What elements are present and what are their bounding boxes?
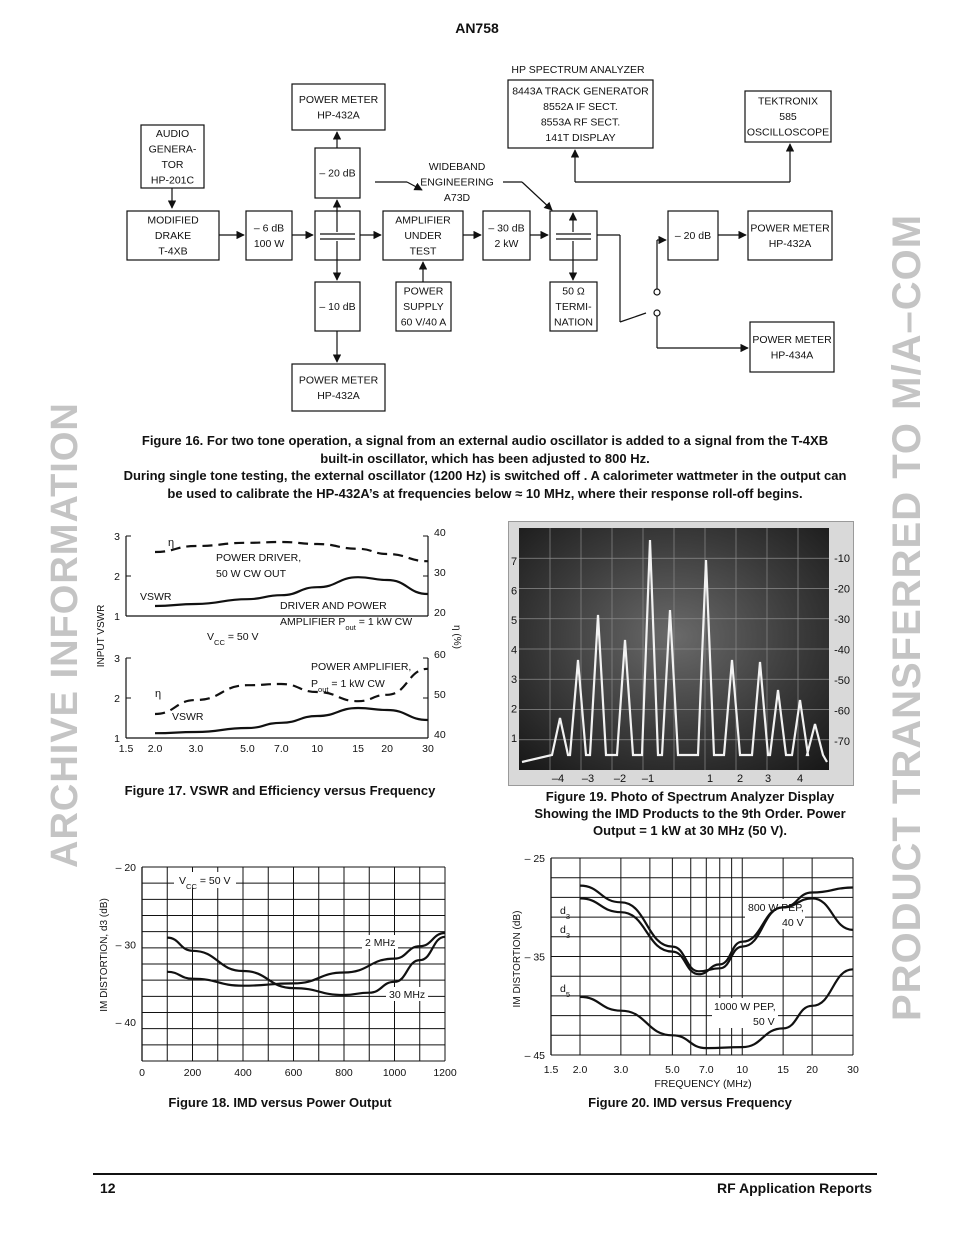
- x-tick-label: 0: [139, 1067, 145, 1079]
- box-label-pm_bottom: POWER METER: [298, 374, 379, 387]
- x-tick-label: 30: [422, 743, 434, 755]
- screen-bottom-scale: 1: [706, 773, 714, 785]
- x-tick-label: 20: [806, 1064, 818, 1076]
- x-tick-label: 1.5: [543, 1064, 559, 1076]
- y-axis-title-left: INPUT VSWR: [96, 604, 107, 668]
- series-label-30mhz: 30 MHz: [389, 989, 426, 1001]
- box-label-tek: 585: [779, 111, 797, 123]
- screen-bottom-scale: –2: [613, 773, 627, 785]
- box-label-term: TERMI-: [555, 301, 592, 313]
- power-amp-label: POWER AMPLIFIER,: [311, 661, 412, 673]
- series-label-d5: $d_5$: [560, 983, 571, 999]
- box-label-drake: MODIFIED: [147, 214, 199, 227]
- figure-17-caption: Figure 17. VSWR and Efficiency versus Frequency: [124, 783, 436, 798]
- x-tick-label: 1000: [382, 1067, 407, 1079]
- figure-16-caption-line1: Figure 16. For two tone operation, a signal from an external audio oscillator is added to a signal from the T-4XB: [141, 433, 829, 448]
- box-label-tek: TEKTRONIX: [757, 95, 819, 108]
- x-tick-label: 2.0: [572, 1064, 588, 1076]
- figure-20-caption: Figure 20. IMD versus Frequency: [588, 1095, 792, 1110]
- block-diagram: [0, 55, 954, 420]
- figure-16-caption-line4: be used to calibrate the HP-432A’s at frequencies below ≈ 10 MHz, where their response roll-off begins.: [167, 485, 803, 501]
- figure-16-caption-line2: built-in oscillator, which has been adjusted to 800 Hz.: [320, 450, 650, 466]
- box-label-pm_top: HP-432A: [317, 109, 360, 122]
- watermark-left: [44, 352, 86, 872]
- annotation-1000w: 1000 W PEP,: [714, 1001, 776, 1013]
- annotation-40v: 40 V: [782, 917, 804, 929]
- x-tick-label: 1.5: [118, 743, 134, 755]
- box-label-hp_sa: 141T DISPLAY: [545, 131, 616, 144]
- y-tick-label: – 35: [524, 951, 545, 964]
- box-label-att20_top: – 20 dB: [319, 167, 356, 180]
- figure-19-caption: [505, 788, 875, 839]
- figure-18-chart: [90, 850, 460, 1085]
- document-id: AN758: [455, 20, 499, 36]
- figure-19-photo: [508, 521, 854, 786]
- series-line-eta: [155, 669, 428, 714]
- figure-19-caption-line1: Figure 19. Photo of Spectrum Analyzer Display: [545, 789, 835, 804]
- box-label-att30: 2 kW: [494, 237, 519, 250]
- box-label-amp: TEST: [409, 245, 437, 258]
- box-label-psu: 60 V/40 A: [400, 316, 447, 329]
- figure-19-caption-line2: Showing the IMD Products to the 9th Order. Power: [534, 806, 846, 821]
- x-tick-label: 600: [284, 1067, 303, 1079]
- wideband-label: ENGINEERING: [420, 176, 494, 189]
- box-label-tek: OSCILLOSCOPE: [746, 126, 830, 139]
- figure-16-caption: [90, 432, 880, 502]
- box-label-psu: SUPPLY: [403, 301, 444, 313]
- figure-17-chart: [90, 520, 460, 760]
- box-label-audio_gen: AUDIO: [155, 127, 190, 140]
- y-tick-label-right: 40: [434, 527, 446, 539]
- x-tick-label: 200: [183, 1067, 202, 1079]
- vswr-label-top: VSWR: [140, 591, 172, 603]
- box-label-att20_right: – 20 dB: [674, 230, 712, 242]
- x-tick-label: 15: [777, 1064, 789, 1076]
- x-tick-label: 400: [234, 1067, 252, 1079]
- box-label-audio_gen: HP-201C: [150, 174, 195, 187]
- box-label-hp_sa: 8552A IF SECT.: [543, 100, 618, 113]
- power-driver-label: POWER DRIVER,: [216, 552, 302, 564]
- x-tick-label: 1200: [433, 1067, 457, 1079]
- box-label-pm_top: POWER METER: [298, 93, 379, 106]
- x-axis-title: FREQUENCY (MHz): [654, 1078, 752, 1090]
- y-tick-label: – 40: [115, 1017, 136, 1030]
- box-label-amp: AMPLIFIER: [395, 214, 451, 227]
- hp-spectrum-analyzer-label: HP SPECTRUM ANALYZER: [511, 64, 645, 76]
- figure-16-caption-line3: During single tone testing, the external oscillator (1200 Hz) is switched off . A calorimeter wattmeter in the output can: [123, 468, 847, 483]
- screen-left-scale: 2: [510, 703, 518, 716]
- y-tick-label-right: 50: [434, 689, 446, 701]
- y-tick-label-right: 20: [434, 607, 446, 619]
- screen-left-scale: 6: [510, 585, 518, 598]
- eta-label-bottom: η: [155, 688, 162, 700]
- screen-bottom-scale: –3: [581, 773, 595, 785]
- x-tick-label: 10: [736, 1064, 749, 1076]
- box-label-amp: UNDER: [404, 230, 442, 242]
- driver-amp-label: AMPLIFIER $P_{out} = 1$ kW CW: [280, 616, 413, 632]
- vswr-label-bottom: VSWR: [172, 711, 204, 723]
- y-tick-label-left: 3: [114, 531, 120, 543]
- x-tick-label: 5.0: [240, 743, 255, 755]
- x-tick-label: 20: [381, 743, 393, 755]
- box-label-att6: – 6 dB: [253, 222, 285, 235]
- screen-bottom-scale: 2: [736, 773, 744, 785]
- y-tick-label-left: 2: [114, 693, 120, 705]
- series-label-d3: $d_3$: [560, 924, 571, 940]
- screen-right-scale: -30: [834, 614, 850, 626]
- y-tick-label-left: 1: [114, 611, 120, 623]
- box-label-psu: POWER: [403, 285, 444, 298]
- series-line: [167, 937, 445, 995]
- box-label-audio_gen: GENERA-: [148, 143, 197, 156]
- annotation-800w: 800 W PEP,: [748, 902, 804, 914]
- screen-left-scale: 1: [510, 733, 518, 745]
- screen-left-scale: 3: [510, 674, 518, 686]
- box-label-att10: – 10 dB: [319, 301, 356, 313]
- box-label-audio_gen: TOR: [161, 158, 184, 171]
- y-tick-label-right: 40: [434, 729, 446, 741]
- footer-section: RF Application Reports: [716, 1180, 872, 1196]
- figure-18-caption: Figure 18. IMD versus Power Output: [168, 1095, 392, 1110]
- box-label-pm_right: HP-432A: [768, 237, 812, 250]
- y-tick-label-left: 2: [114, 571, 120, 583]
- screen-bottom-scale: –4: [551, 773, 565, 785]
- y-tick-label-left: 1: [114, 733, 120, 745]
- screen-right-scale: -60: [834, 705, 850, 718]
- watermark-left-text: ARCHIVE INFORMATION: [44, 402, 86, 868]
- screen-left-scale: 4: [510, 644, 518, 657]
- x-tick-label: 10: [311, 743, 324, 755]
- annotation-50v: 50 V: [753, 1016, 775, 1028]
- eta-label-top: η: [168, 537, 175, 549]
- box-label-att6: 100 W: [253, 237, 285, 250]
- screen-right-scale: -70: [834, 736, 850, 748]
- vcc-label: $V_{CC} = 50$ V: [207, 631, 259, 647]
- screen-right-scale: -40: [834, 644, 850, 657]
- x-tick-label: 3.0: [188, 743, 204, 755]
- x-tick-label: 2.0: [147, 743, 163, 755]
- watermark-right-text: PRODUCT TRANSFERRED TO M/A–COM: [885, 213, 929, 1021]
- y-tick-label-right: 30: [434, 567, 446, 579]
- y-tick-label: – 45: [524, 1050, 545, 1062]
- box-label-att30: – 30 dB: [488, 222, 525, 235]
- y-tick-label-right: 60: [434, 649, 446, 661]
- screen-bottom-scale: –1: [641, 773, 655, 785]
- power-driver-label: 50 W CW OUT: [216, 568, 286, 580]
- screen-left-scale: 7: [510, 556, 518, 568]
- y-tick-label-left: 3: [114, 653, 120, 665]
- x-tick-label: 3.0: [613, 1064, 629, 1076]
- box-label-pm_bottom: HP-432A: [317, 389, 360, 402]
- figure-19-caption-line3: Output = 1 kW at 30 MHz (50 V).: [593, 823, 787, 838]
- y-axis-title: IM DISTORTION (dB): [512, 910, 523, 1008]
- box-label-pm_434: HP-434A: [770, 349, 814, 362]
- box-label-pm_434: POWER METER: [752, 333, 832, 346]
- x-tick-label: 800: [335, 1067, 353, 1079]
- power-amp-label: $P_{out} = 1$ kW CW: [311, 678, 385, 694]
- screen-left-scale: 5: [510, 615, 518, 627]
- y-tick-label: – 20: [115, 862, 136, 874]
- box-label-term: NATION: [554, 316, 593, 329]
- wideband-label: A73D: [443, 192, 471, 204]
- x-tick-label: 15: [352, 743, 364, 755]
- screen-bottom-scale: 4: [796, 773, 804, 785]
- x-tick-label: 7.0: [698, 1064, 714, 1076]
- wideband-label: WIDEBAND: [428, 161, 486, 173]
- x-tick-label: 7.0: [273, 743, 289, 755]
- driver-amp-label: DRIVER AND POWER: [280, 600, 387, 612]
- y-tick-label: – 25: [524, 853, 545, 865]
- box-label-drake: DRAKE: [154, 230, 192, 242]
- vcc-label: $V_{CC} = 50$ V: [179, 875, 231, 891]
- y-axis-title: IM DISTORTION, d3 (dB): [99, 898, 110, 1012]
- y-axis-title-right: η (%): [451, 625, 462, 649]
- box-label-hp_sa: 8443A TRACK GENERATOR: [512, 85, 649, 98]
- y-tick-label: – 30: [115, 939, 136, 952]
- page-number: 12: [100, 1180, 116, 1196]
- screen-right-scale: -20: [834, 583, 850, 596]
- box-label-hp_sa: 8553A RF SECT.: [540, 116, 621, 129]
- x-tick-label: 30: [847, 1064, 859, 1076]
- x-tick-label: 5.0: [665, 1064, 680, 1076]
- screen-right-scale: -10: [834, 553, 850, 565]
- series-label-d3: $d_3$: [560, 905, 571, 921]
- box-label-drake: T-4XB: [158, 245, 188, 258]
- screen-right-scale: -50: [834, 675, 850, 687]
- series-label-2mhz: 2 MHz: [365, 937, 396, 949]
- box-label-pm_right: POWER METER: [750, 222, 830, 235]
- box-label-term: 50 Ω: [562, 285, 585, 298]
- screen-bottom-scale: 3: [764, 773, 772, 785]
- figure-20-chart: [505, 850, 875, 1095]
- footer-rule: [93, 1173, 877, 1175]
